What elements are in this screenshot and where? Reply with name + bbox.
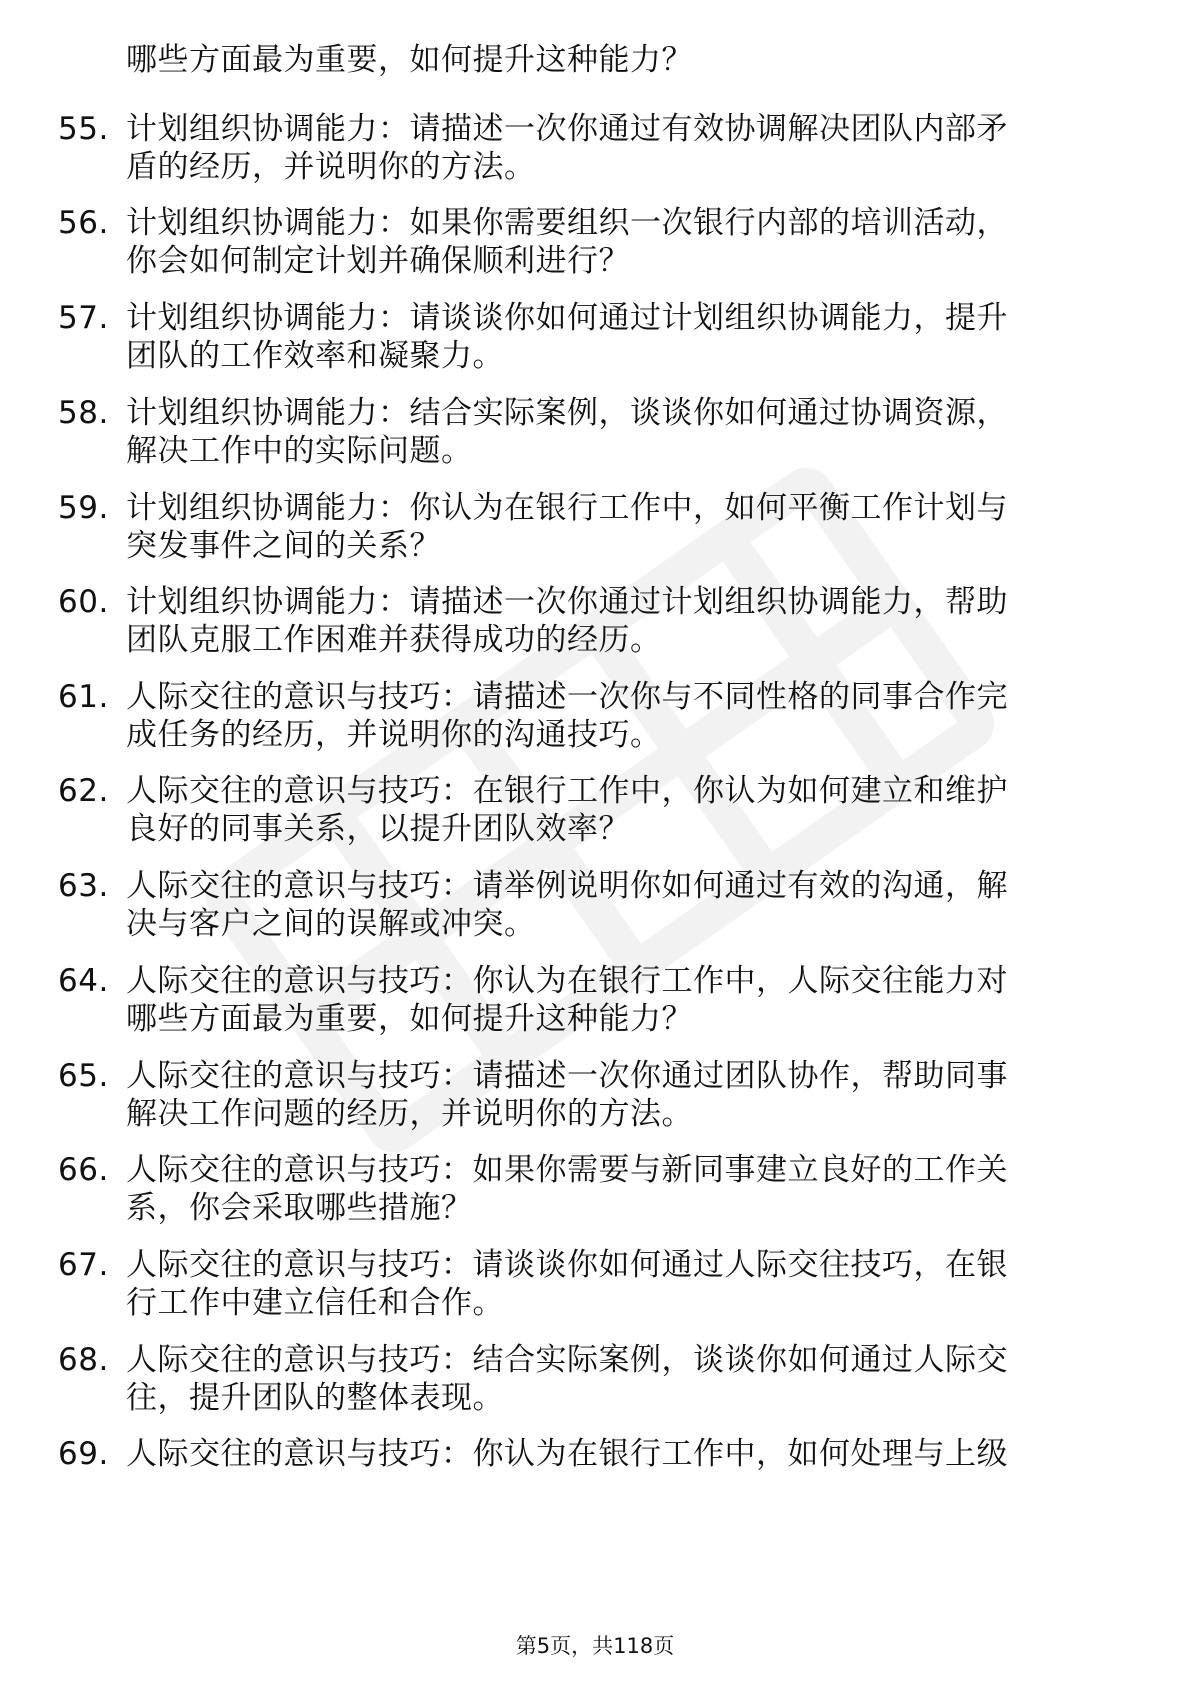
question-number: 63. bbox=[58, 868, 109, 904]
question-text: 解决工作问题的经历，并说明你的方法。 bbox=[126, 1096, 693, 1132]
question-text: 团队的工作效率和凝聚力。 bbox=[126, 338, 504, 374]
question-text: 人际交往的意识与技巧：如果你需要与新同事建立良好的工作关 bbox=[126, 1152, 1008, 1188]
question-text: 团队克服工作困难并获得成功的经历。 bbox=[126, 622, 662, 658]
question-text: 人际交往的意识与技巧：请描述一次你通过团队协作，帮助同事 bbox=[126, 1058, 1008, 1094]
question-text: 人际交往的意识与技巧：你认为在银行工作中，人际交往能力对 bbox=[126, 963, 1008, 999]
question-text: 人际交往的意识与技巧：请谈谈你如何通过人际交往技巧，在银 bbox=[126, 1247, 1008, 1283]
question-text: 决与客户之间的误解或冲突。 bbox=[126, 906, 536, 942]
question-text: 行工作中建立信任和合作。 bbox=[126, 1285, 504, 1321]
question-text: 成任务的经历，并说明你的沟通技巧。 bbox=[126, 717, 662, 753]
question-text: 人际交往的意识与技巧：结合实际案例，谈谈你如何通过人际交 bbox=[126, 1342, 1008, 1378]
question-text: 良好的同事关系，以提升团队效率？ bbox=[126, 811, 630, 847]
question-text: 计划组织协调能力：请描述一次你通过有效协调解决团队内部矛 bbox=[126, 111, 1008, 147]
question-number: 58. bbox=[58, 395, 109, 431]
question-text: 解决工作中的实际问题。 bbox=[126, 433, 473, 469]
question-number: 65. bbox=[58, 1058, 109, 1094]
question-text: 系，你会采取哪些措施？ bbox=[126, 1190, 473, 1226]
question-number: 55. bbox=[58, 111, 109, 147]
question-number: 57. bbox=[58, 300, 109, 336]
question-text: 人际交往的意识与技巧：你认为在银行工作中，如何处理与上级 bbox=[126, 1436, 1008, 1472]
question-text: 盾的经历，并说明你的方法。 bbox=[126, 149, 536, 185]
question-text: 往，提升团队的整体表现。 bbox=[126, 1380, 504, 1416]
question-text: 计划组织协调能力：如果你需要组织一次银行内部的培训活动， bbox=[126, 205, 1008, 241]
question-text: 人际交往的意识与技巧：请举例说明你如何通过有效的沟通，解 bbox=[126, 868, 1008, 904]
question-text: 计划组织协调能力：请描述一次你通过计划组织协调能力，帮助 bbox=[126, 584, 1008, 620]
question-number: 56. bbox=[58, 205, 109, 241]
question-number: 64. bbox=[58, 963, 109, 999]
continued-line: 哪些方面最为重要，如何提升这种能力？ bbox=[126, 42, 693, 78]
question-number: 67. bbox=[58, 1247, 109, 1283]
question-text: 哪些方面最为重要，如何提升这种能力？ bbox=[126, 1001, 693, 1037]
question-number: 69. bbox=[58, 1436, 109, 1472]
question-text: 计划组织协调能力：结合实际案例，谈谈你如何通过协调资源， bbox=[126, 395, 1008, 431]
question-text: 人际交往的意识与技巧：请描述一次你与不同性格的同事合作完 bbox=[126, 679, 1008, 715]
question-number: 66. bbox=[58, 1152, 109, 1188]
question-number: 68. bbox=[58, 1342, 109, 1378]
question-text: 你会如何制定计划并确保顺利进行？ bbox=[126, 243, 630, 279]
question-number: 61. bbox=[58, 679, 109, 715]
question-text: 计划组织协调能力：你认为在银行工作中，如何平衡工作计划与 bbox=[126, 490, 1008, 526]
page-footer: 第5页，共118页 bbox=[515, 1634, 675, 1658]
question-text: 计划组织协调能力：请谈谈你如何通过计划组织协调能力，提升 bbox=[126, 300, 1008, 336]
question-number: 59. bbox=[58, 490, 109, 526]
question-text: 突发事件之间的关系？ bbox=[126, 528, 441, 564]
question-number: 60. bbox=[58, 584, 109, 620]
question-number: 62. bbox=[58, 773, 109, 809]
question-text: 人际交往的意识与技巧：在银行工作中，你认为如何建立和维护 bbox=[126, 773, 1008, 809]
